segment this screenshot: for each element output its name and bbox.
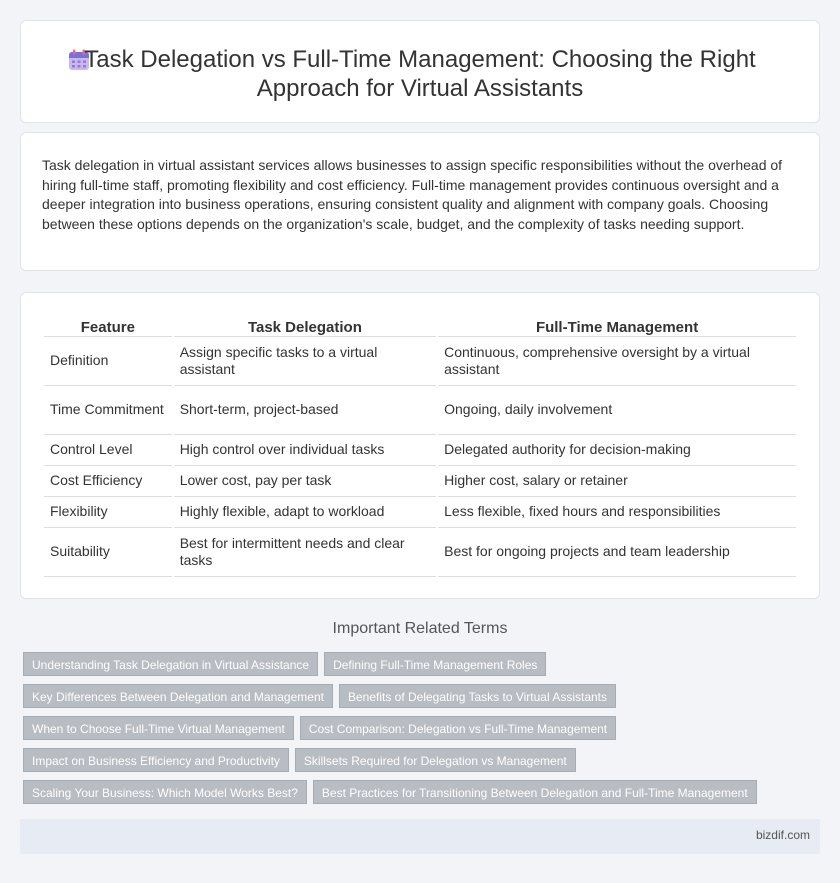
table-cell: Continuous, comprehensive oversight by a virtual assistant [438,337,796,386]
table-row [44,466,796,497]
table-cell: Ongoing, daily involvement [438,386,796,435]
table-cell: High control over individual tasks [174,435,436,466]
table-cell: Time Commitment [44,386,172,435]
table-cell: Definition [44,337,172,386]
related-term-link[interactable]: Impact on Business Efficiency and Productivity [23,748,289,772]
page-title-line1: Task Delegation vs Full-Time Management: Choosing the Right [84,46,756,73]
footer-site-link[interactable]: bizdif.com [755,828,810,842]
table-cell: Best for ongoing projects and team leadership [438,528,796,577]
table-cell: Best for intermittent needs and clear tasks [174,528,436,577]
related-term-link[interactable]: Key Differences Between Delegation and Management [23,684,333,708]
table-row [44,337,796,386]
intro-card [20,132,820,271]
table-cell: Highly flexible, adapt to workload [174,497,436,528]
header-full-time-management: Full-Time Management [438,315,796,337]
table-cell: Assign specific tasks to a virtual assistant [174,337,436,386]
table-row [44,528,796,577]
page-title [21,45,819,103]
table-cell: Less flexible, fixed hours and responsibilities [438,497,796,528]
table-header-row [44,315,796,337]
table-cell: Delegated authority for decision-making [438,435,796,466]
related-term-link[interactable]: Scaling Your Business: Which Model Works Best? [23,780,307,804]
header-feature: Feature [44,315,172,337]
table-cell: Cost Efficiency [44,466,172,497]
table-cell: Flexibility [44,497,172,528]
table-row [44,497,796,528]
related-term-link[interactable]: Best Practices for Transitioning Between Delegation and Full-Time Management [313,780,757,804]
intro-paragraph: Task delegation in virtual assistant services allows businesses to assign specific responsibilities without the overhead of hiring full-time staff, promoting flexibility and cost efficiency. Full-time management provides continuous oversight and a deeper integration into business operations, ensuring consistent quality and alignment with company goals. Choosing between these options depends on the organization's scale, budget, and the complexity of tasks needing support. [42,157,783,232]
related-term-link[interactable]: Defining Full-Time Management Roles [324,652,546,676]
table-cell: Lower cost, pay per task [174,466,436,497]
related-term-link[interactable]: Benefits of Delegating Tasks to Virtual Assistants [339,684,616,708]
related-term-link[interactable]: Understanding Task Delegation in Virtual Assistance [23,652,318,676]
table-row [44,435,796,466]
related-terms-list [23,652,813,812]
related-term-link[interactable]: When to Choose Full-Time Virtual Management [23,716,294,740]
table-cell: Control Level [44,435,172,466]
table-cell: Suitability [44,528,172,577]
comparison-table [42,315,798,577]
footer [20,819,820,854]
comparison-table-card [20,292,820,599]
table-cell: Short-term, project-based [174,386,436,435]
header-task-delegation: Task Delegation [174,315,436,337]
page-title-line2: Approach for Virtual Assistants [256,75,584,102]
table-row [44,386,796,435]
title-card [20,20,820,123]
related-terms-title: Important Related Terms [332,620,508,637]
table-cell: Higher cost, salary or retainer [438,466,796,497]
related-term-link[interactable]: Skillsets Required for Delegation vs Management [295,748,576,772]
related-term-link[interactable]: Cost Comparison: Delegation vs Full-Time Management [300,716,616,740]
